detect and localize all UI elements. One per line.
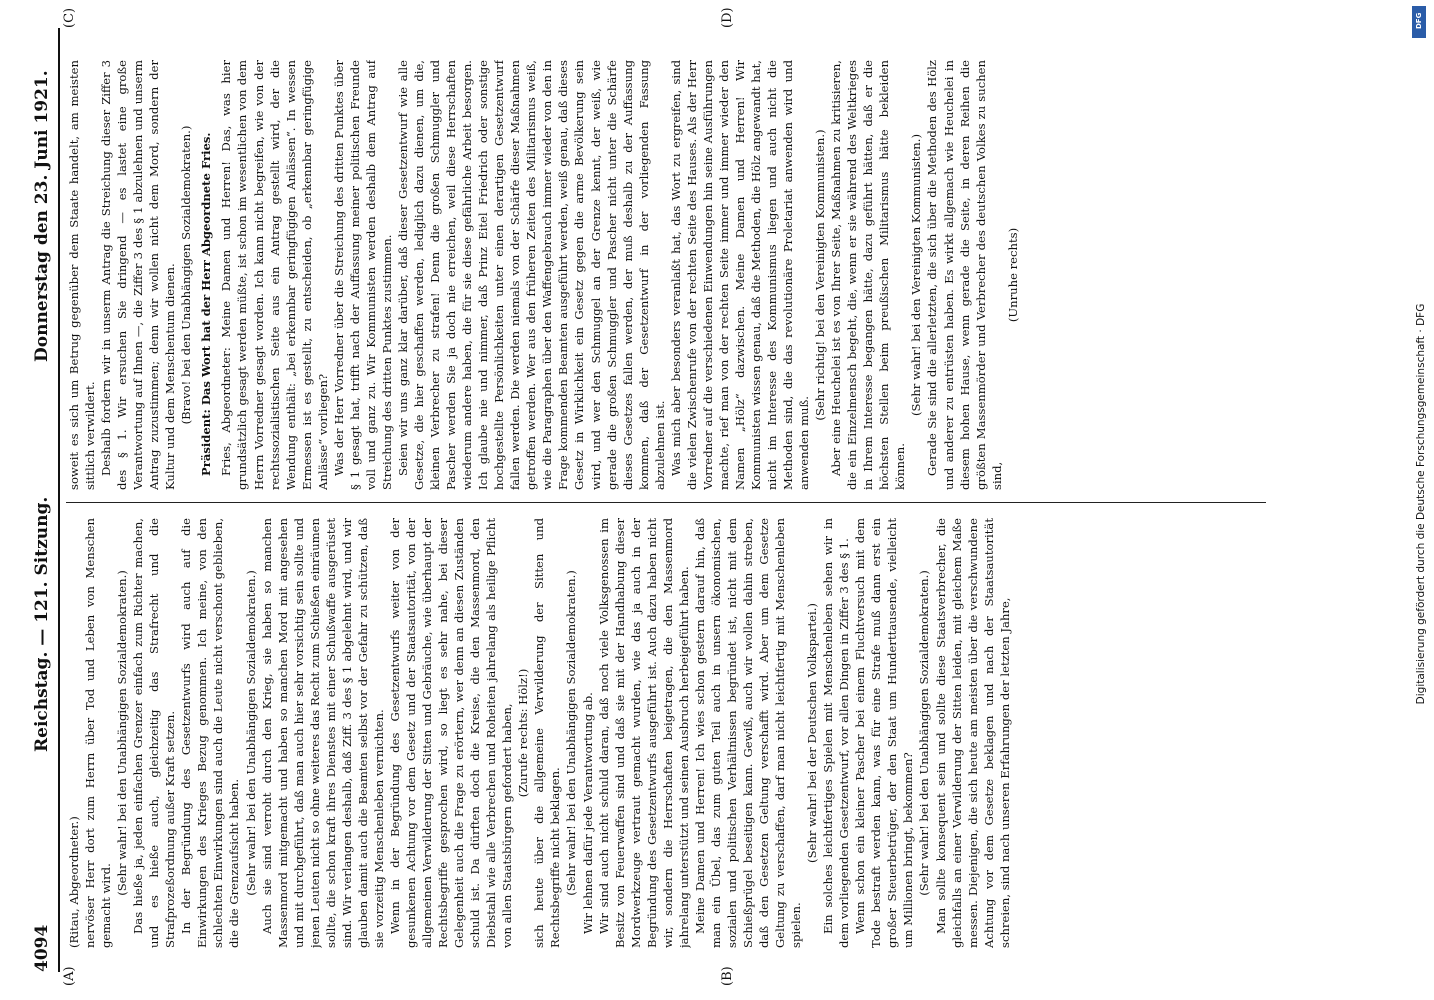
interjection: (Sehr wahr! bei den Vereinigten Kommunisten.) bbox=[909, 134, 924, 416]
paragraph: Aber eine Heuchelei ist es von Ihrer Seite, Maßnahmen zu kritisieren, die ein Einzelmensch begeht, die, wenn er sie während des Weltkrieges in Ihrem Interesse begangen hätte, dazu geführt hätten, daß er die höchsten Stellen beim preußischen Militarismus hätte bekleiden können. bbox=[829, 60, 908, 490]
interjection: (Bravo! bei den Unabhängigen Sozialdemokraten.) bbox=[179, 125, 194, 425]
interjection: (Sehr wahr! bei der Deutschen Volkspartei.) bbox=[805, 603, 820, 863]
paragraph: soweit es sich um Betrug gegenüber dem Staate handelt, am meisten sittlich verwildert. bbox=[67, 60, 98, 490]
paragraph: nervöser Herr dort zum Herrn über Tod und Leben von Menschen gemacht wird. bbox=[83, 518, 114, 948]
digitization-credit-strip bbox=[1408, 0, 1434, 1000]
interjection: (Sehr wahr! bei den Unabhängigen Sozialdemokraten.) bbox=[564, 570, 579, 896]
digitization-credit: Digitalisierung gefördert durch die Deutsche Forschungsgemeinschaft · DFG bbox=[1415, 303, 1427, 705]
paragraph: Wir sind auch nicht schuld daran, daß noch viele Volksgenossen im Besitz von Feuerwaffen sind und daß sie mit der Handhabung dieser Mordwerkzeuge vertraut gemacht wurden, wie das ja auch in der Begründung des Gesetzentwurfs ausgeführt ist. Auch dazu haben nicht wir, sondern die Herrschaften beigetragen, die den Massenmord jahrelang unterstützt und seinen Ausbruch herbeigeführt haben. bbox=[596, 518, 691, 948]
paragraph: Seien wir uns ganz klar darüber, daß dieser Gesetzentwurf wie alle Gesetze, die hier geschaffen werden, lediglich dazu dienen, um die, kleinen Verbrecher zu strafen! Denn die großen Schmuggler und Pascher werden Sie ja doch nie erreichen, weil diese Herrschaften wiederum andere haben, die für sie diese gefährliche Arbeit besorgen. Ich glaube nie und nimmer, daß Prinz Eitel Friedrich oder sonstige hochgestellte Persönlichkeiten unter einen derartigen Gesetzentwurf fallen werden. Die werden niemals von der Schärfe dieser Maßnahmen getroffen werden. Wer aus den früheren Zeiten des Militarismus weiß, wie die Paragraphen über den Waffengebrauch immer wieder von den in Frage kommenden Beamten ausgeführt werden, weiß genau, daß dieses Gesetz in Wirklichkeit ein Gesetz gegen die arme Bevölkerung sein wird, und wer den Schmuggel an der Grenze kennt, der weiß, wie gerade die großen Schmuggler und Pascher nicht unter die Schärfe dieses Gesetzes fallen werden, der muß deshalb zu der Auffassung kommen, daß der Gesetzentwurf in der vorliegenden Fassung abzulehnen ist. bbox=[395, 60, 667, 490]
paragraph: Wenn schon ein kleiner Pascher bei einem Fluchtversuch mit dem Tode bestraft werden kann, was für eine Strafe muß dann erst ein großer Steuerbetrüger, der den Staat um Hunderttausende, vielleicht um Millionen bringt, bekommen? bbox=[853, 518, 916, 948]
session-title: Reichstag. — 121. Sitzung. bbox=[32, 496, 52, 752]
paragraph: Was mich aber besonders veranlaßt hat, das Wort zu ergreifen, sind die vielen Zwischenrufe von der rechten Seite des Hauses. Als der Herr Vorredner auf die verschiedenen Einwendungen hin seine Ausführungen machte, rief man von der rechten Seite immer und immer wieder den Namen „Hölz“ dazwischen. Meine Damen und Herren! Wir Kommunisten wissen genau, daß die Methoden, die Hölz angewandt hat, nicht im Interesse des Kommunismus liegen und auch nicht die Methoden sind, die das revolutionäre Proletariat anwenden wird und anwenden muß. bbox=[668, 60, 812, 490]
speaker-paragraph: Präsident: Das Wort hat der Herr Abgeordnete Fries. bbox=[199, 132, 214, 476]
paragraph: Das hieße ja, jeden einfachen Grenzer einfach zum Richter machen, und es hieße auch, gleichzeitig das Strafrecht und die Strafprozeßordnung außer Kraft setzen. bbox=[131, 518, 178, 948]
interjection: (Zurufe rechts: Hölz!) bbox=[516, 668, 531, 798]
page-header bbox=[28, 28, 60, 972]
paragraph: (Ritau, Abgeordneter.) bbox=[67, 816, 81, 948]
paragraph: In der Begründung des Gesetzentwurfs wird auch auf die Einwirkungen des Krieges Bezug genommen. Ich meine, von den schlechten Einwirkungen sind auch die Leute nicht verschont geblieben, die die Grenzaufsicht haben. bbox=[179, 518, 242, 948]
page-number: 4094 bbox=[32, 924, 52, 972]
paragraph: Auch sie sind verroht durch den Krieg, sie haben so manchen Massenmord mitgemacht und haben so manchen Mord mit angesehen und mit durchgeführt, daß man auch hier sehr vorsichtig sein sollte und jenen Leuten nicht so ohne weiteres das Recht zum Schießen einräumen sollte, die schon kraft ihres Dienstes mit einer Schußwaffe ausgerüstet sind. Wir verlangen deshalb, daß Ziff. 3 des § 1 abgelehnt wird, und wir glauben damit auch die Beamten selbst vor der Gefahr zu schützen, daß sie vorzeitig Menschenleben vernichten. bbox=[259, 518, 386, 948]
paragraph: Wenn in der Begründung des Gesetzentwurfs weiter von der gesunkenen Achtung vor dem Gesetz und der Staatsautorität, von der allgemeinen Verwilderung der Sitten und Gebräuche, wie überhaupt der Rechtsbegriffe gesprochen wird, so liegt es sehr nahe, bei dieser Gelegenheit auch die Frage zu erörtern, wer denn an diesen Zuständen schuld ist. Da dürften doch die Kreise, die den Massenmord, den Diebstahl wie alle Verbrechen und Roheiten jahrelang als heilige Pflicht von allen Staatsbürgern gefordert haben, bbox=[387, 518, 515, 948]
paragraph: Deshalb fordern wir in unserm Antrag die Streichung dieser Ziffer 3 des § 1. Wir ersuchen Sie dringend — es lastet eine große Verantwortung auf Ihnen —, die Ziffer 3 des § 1 abzulehnen und unserm Antrag zuzustimmen; denn wir wollen nicht dem Mord, sondern der Kultur und dem Menschentum dienen. bbox=[99, 60, 178, 490]
paragraph: Man sollte konsequent sein und sollte diese Staatsverbrecher, die gleichfalls an einer Verwilderung der Sitten leiden, mit gleichem Maße messen. Diejenigen, die sich heute am meisten über die verschwundene Achtung vor dem Gesetze beklagen und nach der Staatsautorität schreien, sind nach unseren Erfahrungen der letzten Jahre, bbox=[933, 518, 1012, 948]
paragraph: Was der Herr Vorredner über die Streichung des dritten Punktes über § 1 gesagt hat, trifft nach der Auffassung meiner politischen Freunde voll und ganz zu. Wir Kommunisten werden deshalb dem Antrag auf Streichung des dritten Punktes zustimmen. bbox=[331, 60, 394, 490]
speaker-paragraph: Fries, Abgeordneter: Meine Damen und Herren! Das, was hier grundsätzlich gesagt werden müßte, ist schon im wesentlichen von dem Herrn Vorredner gesagt worden. Ich kann nicht begreifen, wie von der rechtssozialistischen Seite aus ein Antrag gestellt wird, der die Wendung enthält: „bei erkennbar geringfügigen Anlässen“. In wessen Ermessen ist es gestellt, zu entscheiden, ob „erkennbar geringfügige Anlässe“ vorliegen? bbox=[219, 60, 330, 490]
dfg-logo: DFG bbox=[1412, 6, 1426, 38]
margin-mark-c: (C) bbox=[62, 7, 77, 28]
paragraph: Meine Damen und Herren! Ich wies schon gestern darauf hin, daß man ein Übel, das zum guten Teil auch in unsern ökonomischen, sozialen und politischen Verhältnissen begründet ist, nicht mit dem Schießprügel beseitigen kann. Gewiß, auch wir wollen dahin streben, daß den Gesetzen Geltung verschafft wird. Aber um dem Gesetze Geltung zu verschaffen, darf man nicht leichtfertig mit Menschenleben spielen. bbox=[692, 518, 804, 948]
margin-mark-b: (B) bbox=[720, 966, 735, 986]
interjection: (Sehr richtig! bei den Vereinigten Kommunisten.) bbox=[813, 129, 828, 421]
interjection: (Sehr wahr! bei den Unabhängigen Sozialdemokraten.) bbox=[243, 570, 258, 896]
right-column bbox=[66, 60, 1271, 490]
interjection: (Sehr wahr! bei den Unabhängigen Sozialdemokraten.) bbox=[917, 570, 932, 896]
paragraph: Wir lehnen dafür jede Verantwortung ab. bbox=[580, 692, 595, 934]
interjection: (Sehr wahr! bei den Unabhängigen Sozialdemokraten.) bbox=[115, 570, 130, 896]
paragraph: Gerade Sie sind die allerletzten, die sich über die Methoden des Hölz und anderer zu entrüsten haben. Es wirkt allgemach wie Heuchelei in diesem hohen Hause, wenn gerade die Seite, in deren Reihen die größten Massenmörder und Verbrecher des deutschen Volkes zu suchen sind, bbox=[925, 60, 1004, 490]
margin-mark-a: (A) bbox=[62, 966, 77, 986]
left-column bbox=[66, 518, 1271, 948]
interjection: (Unruhe rechts) bbox=[1005, 227, 1020, 323]
margin-mark-d: (D) bbox=[720, 7, 735, 28]
column-divider bbox=[66, 502, 1266, 503]
paragraph: sich heute über die allgemeine Verwilderung der Sitten und Rechtsbegriffe nicht beklagen. bbox=[532, 518, 563, 948]
paragraph: Ein solches leichtfertiges Spielen mit Menschenleben sehen wir in dem vorliegenden Gesetzentwurf, vor allen Dingen in Ziffer 3 des § 1. bbox=[821, 518, 852, 948]
session-date: Donnerstag den 23. Juni 1921. bbox=[32, 70, 52, 362]
